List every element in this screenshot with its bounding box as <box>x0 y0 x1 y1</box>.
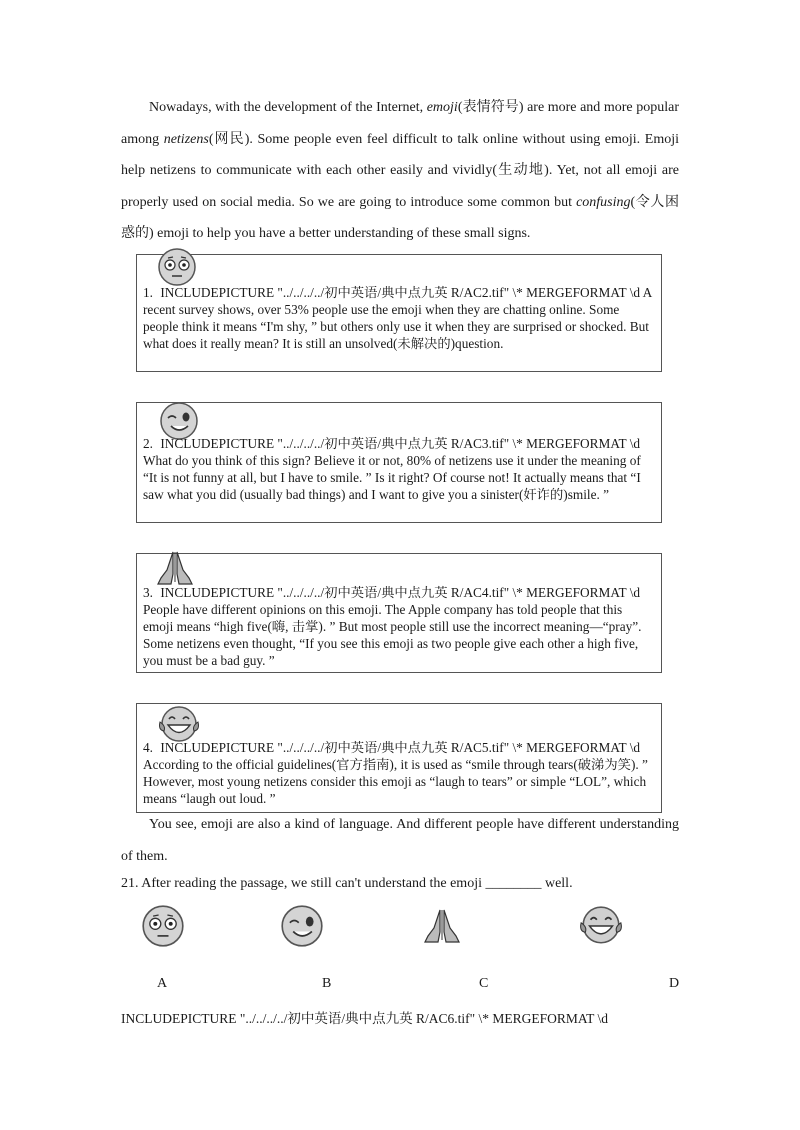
box-1-number: 1. <box>143 285 153 300</box>
option-d[interactable]: D <box>669 976 680 991</box>
intro-text-3: (网民). Some people even feel difficult to talk online without using emoji. Emoji help netizens to communicate with each other easily and vividly(生动地). Yet, not all emoji are properly used on social media. So we are going to introduce some common but <box>121 131 679 210</box>
emoji-box-4 <box>136 703 662 813</box>
question-21: 21. After reading the passage, we still can't understand the emoji ________ well. <box>121 876 573 891</box>
emoji-box-3 <box>136 553 662 673</box>
conclusion-paragraph <box>121 809 679 872</box>
box-4-text: INCLUDEPICTURE "../../../../初中英语/典中点九英 R/AC5.tif" \* MERGEFORMAT \d According to the official guidelines(官方指南), it is used as “smile through tears(破涕为笑). ” However, most young netizens consider this emoji as “laugh to tears” or simple “LOL”, which means “laugh out loud. ” <box>143 740 648 806</box>
intro-text-4: (令人困惑的) emoji to help you have a better understanding of these small signs. <box>121 194 679 241</box>
netizens-word: netizens <box>163 131 209 147</box>
winking-face-icon <box>280 904 324 948</box>
field-code: INCLUDEPICTURE "../../../../初中英语/典中点九英 R/AC6.tif" \* MERGEFORMAT \d <box>121 1011 609 1026</box>
intro-text-2: (表情符号) are more and more popular among <box>121 100 679 147</box>
option-b[interactable]: B <box>322 976 332 991</box>
box-3-text: INCLUDEPICTURE "../../../../初中英语/典中点九英 R/AC4.tif" \* MERGEFORMAT \d People have different opinions on this emoji. The Apple company has told people that this emoji means “high five(嗨, 击掌). ” But most people still use the incorrect meaning—“pray”. Some netizens even thought, “If you see this emoji as two people give each other a high five, you must be a bad guy. ” <box>143 585 642 668</box>
emoji-box-2 <box>136 402 662 523</box>
box-2-text: INCLUDEPICTURE "../../../../初中英语/典中点九英 R/AC3.tif" \* MERGEFORMAT \d What do you think of this sign? Believe it or not, 80% of netizens use it under the meaning of “It is not funny at all, but I have to smile. ” Is it right? Of course not! It actually means that “I saw what you did (usually bad things) and I want to give you a sinister(奸诈的)smile. ” <box>143 436 641 502</box>
box-1-text: INCLUDEPICTURE "../../../../初中英语/典中点九英 R/AC2.tif" \* MERGEFORMAT \d A recent survey shows, over 53% people use the emoji when they are chatting online. Some people think it means “I'm shy, ” but others only use it when they are surprised or shocked. But what does it really mean? It is still an unsolved(未解决的)question. <box>143 285 652 351</box>
box-3-number: 3. <box>143 585 153 600</box>
emoji-box-1 <box>136 254 662 372</box>
neutral-face-icon <box>157 247 197 287</box>
box-2-number: 2. <box>143 436 153 451</box>
box-4-number: 4. <box>143 740 153 755</box>
intro-paragraph <box>121 92 679 250</box>
tears-of-joy-icon <box>578 904 624 948</box>
answer-options <box>0 898 800 958</box>
neutral-face-icon <box>141 904 185 948</box>
intro-text-1: Nowadays, with the development of the Internet, <box>149 100 427 115</box>
option-c[interactable]: C <box>479 976 489 991</box>
option-a[interactable]: A <box>157 976 168 991</box>
confusing-word: confusing <box>576 194 631 210</box>
emoji-word: emoji <box>426 100 458 115</box>
conclusion-text: You see, emoji are also a kind of language. And different people have different understanding of them. <box>121 817 679 864</box>
folded-hands-icon <box>153 548 197 588</box>
folded-hands-icon <box>420 906 464 946</box>
